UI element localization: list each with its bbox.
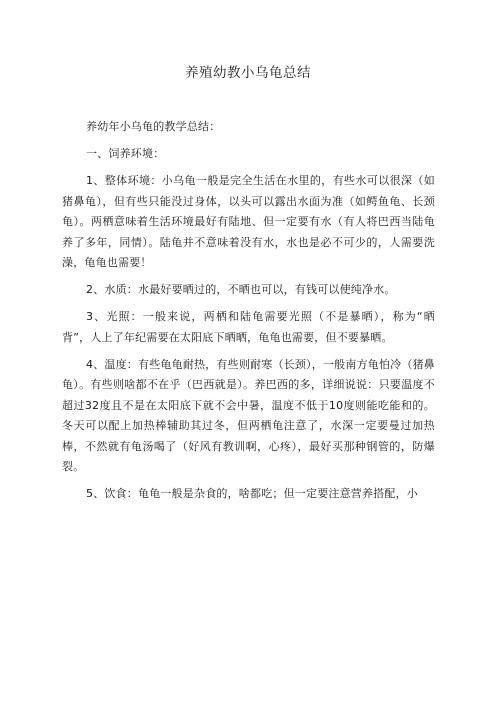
document-body: [62, 117, 435, 511]
paragraph-intro: 养幼年小乌龟的教学总结：: [86, 120, 221, 133]
paragraph-overall-environment: 1、整体环境：小乌龟一般是完全生活在水里的，有些水可以很深（如猪鼻龟），但有些只能没过身体，以头可以露出水面为准（如鳄鱼龟、长颈龟）。两栖意味着生活环境最好有陆地、但一定要有水（有人将巴西当陆龟养了多年，同情）。陆龟并不意味着没有水，水也是必不可少的，人需要洗澡，龟龟也需要！: [62, 174, 435, 269]
section-heading-environment: 一、饲养环境：: [86, 147, 165, 160]
page-title: 养殖幼教小乌龟总结: [185, 65, 311, 81]
paragraph-temperature: 4、温度：有些龟龟耐热，有些则耐寒（长颈），一般南方龟怕冷（猪鼻龟）。有些则啥都不在乎（巴西就是）。养巴西的多，详细说说：只要温度不超过32度且不是在太阳底下就不会中暑，温度不低于10度则能吃能和的。冬天可以配上加热棒辅助其过冬，但两栖龟注意了，水深一定要曼过加热棒，不然就有龟汤喝了（好风有教训啊，心疼），最好买那种钢管的，防爆裂。: [62, 357, 435, 473]
paragraph-water-quality: 2、水质：水最好要晒过的，不晒也可以，有钱可以使纯净水。: [86, 283, 396, 296]
paragraph-lighting: 3、光照：一般来说，两栖和陆龟需要光照（不是暴晒），称为“晒背”，人上了年纪需要在太阳底下晒晒，龟龟也需要，但不要暴晒。: [62, 310, 435, 344]
paragraph-diet: 5、饮食：龟龟一般是杂食的，啥都吃；但一定要注意营养搭配，小: [86, 487, 418, 500]
